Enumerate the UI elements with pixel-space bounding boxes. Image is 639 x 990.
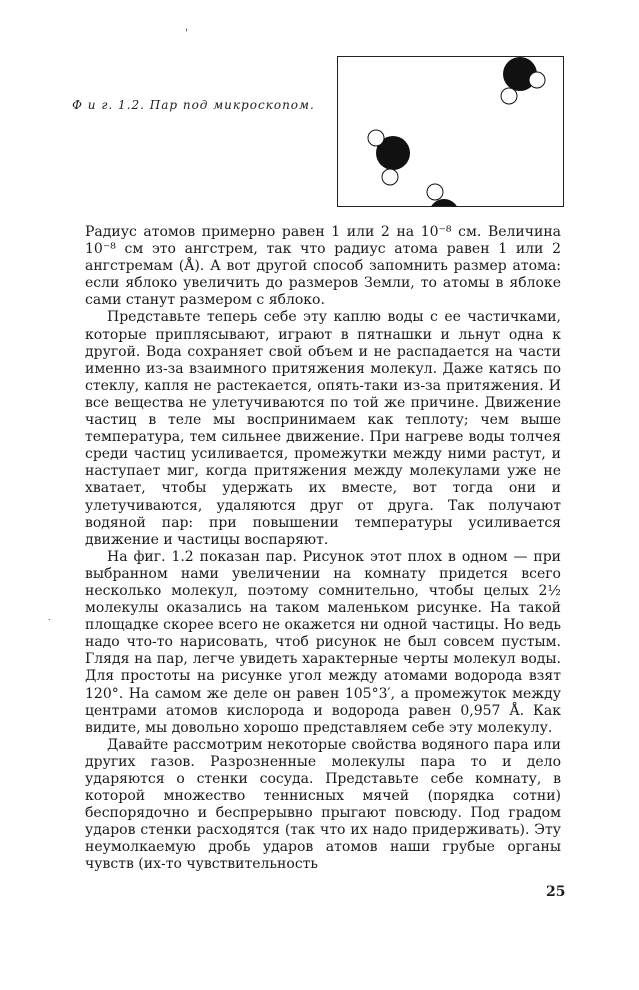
hydrogen-atom bbox=[368, 130, 384, 146]
hydrogen-atom bbox=[382, 169, 398, 185]
hydrogen-atom bbox=[501, 88, 517, 104]
figure-caption: Ф и г. 1.2. Пар под микроскопом. bbox=[72, 98, 315, 112]
page-number: 25 bbox=[546, 884, 566, 900]
molecule-1 bbox=[501, 57, 545, 104]
margin-dot: . bbox=[48, 613, 51, 622]
molecule-2 bbox=[368, 130, 410, 185]
paragraph-1: Радиус атомов примерно равен 1 или 2 на 10⁻⁸ см. Величина 10⁻⁸ см это ангстрем, так что радиус атома равен 1 или 2 ангстремам (Å). А вот другой способ запомнить размер атома: если яблоко увеличить до размеров Земли, то атомы в яблоке сами станут размером с яблоко. bbox=[85, 224, 561, 309]
figure-steam-molecules bbox=[337, 56, 564, 207]
top-speck: ' bbox=[185, 28, 188, 39]
molecules-drawing bbox=[338, 57, 564, 207]
molecule-3 bbox=[427, 184, 459, 207]
paragraph-4: Давайте рассмотрим некоторые свойства водяного пара или других газов. Разрозненные молекулы пара то и дело ударяются о стенки сосуда. Представьте себе комнату, в которой множество теннисных мячей (порядка сотни) беспорядочно и беспрерывно прыгают повсюду. Под градом ударов стенки расходятся (так что их надо придерживать). Эту неумолкаемую дробь ударов атомов наши грубые органы чувств (их-то чувствительность bbox=[85, 736, 561, 873]
paragraph-3: На фиг. 1.2 показан пар. Рисунок этот плох в одном — при выбранном нами увеличении на комнату придется всего несколько молекул, поэтому сомнительно, чтобы целых 2½ молекулы оказались на таком маленьком рисунке. На такой площадке скорее всего не окажется ни одной частицы. Но ведь надо что-то нарисовать, чтоб рисунок не был совсем пустым. Глядя на пар, легче увидеть характерные черты молекул воды. Для простоты на рисунке угол между атомами водорода взят 120°. На самом же деле он равен 105°3′, а промежуток между центрами атомов кислорода и водорода равен 0,957 Å. Как видите, мы довольно хорошо представляем себе эту молекулу. bbox=[85, 548, 561, 736]
paragraph-2: Представьте теперь себе эту каплю воды с ее частичками, которые приплясывают, играют в пятнашки и льнут одна к другой. Вода сохраняет свой объем и не распадается на части именно из-за взаимного притяжения молекул. Даже катясь по стеклу, капля не растекается, опять-таки из-за притяжения. И все вещества не улетучиваются по той же причине. Движение частиц в теле мы воспринимаем как теплоту; чем выше температура, тем сильнее движение. При нагреве воды толчея среди частиц усиливается, промежутки между ними растут, и наступает миг, когда притяжения между молекулами уже не хватает, чтобы удержать их вместе, вот тогда они и улетучиваются, удаляются друг от друга. Так получают водяной пар: при повышении температуры усиливается движение и частицы воспаряют. bbox=[85, 309, 561, 548]
hydrogen-atom bbox=[529, 72, 545, 88]
body-text bbox=[85, 224, 561, 874]
hydrogen-atom bbox=[427, 184, 443, 200]
